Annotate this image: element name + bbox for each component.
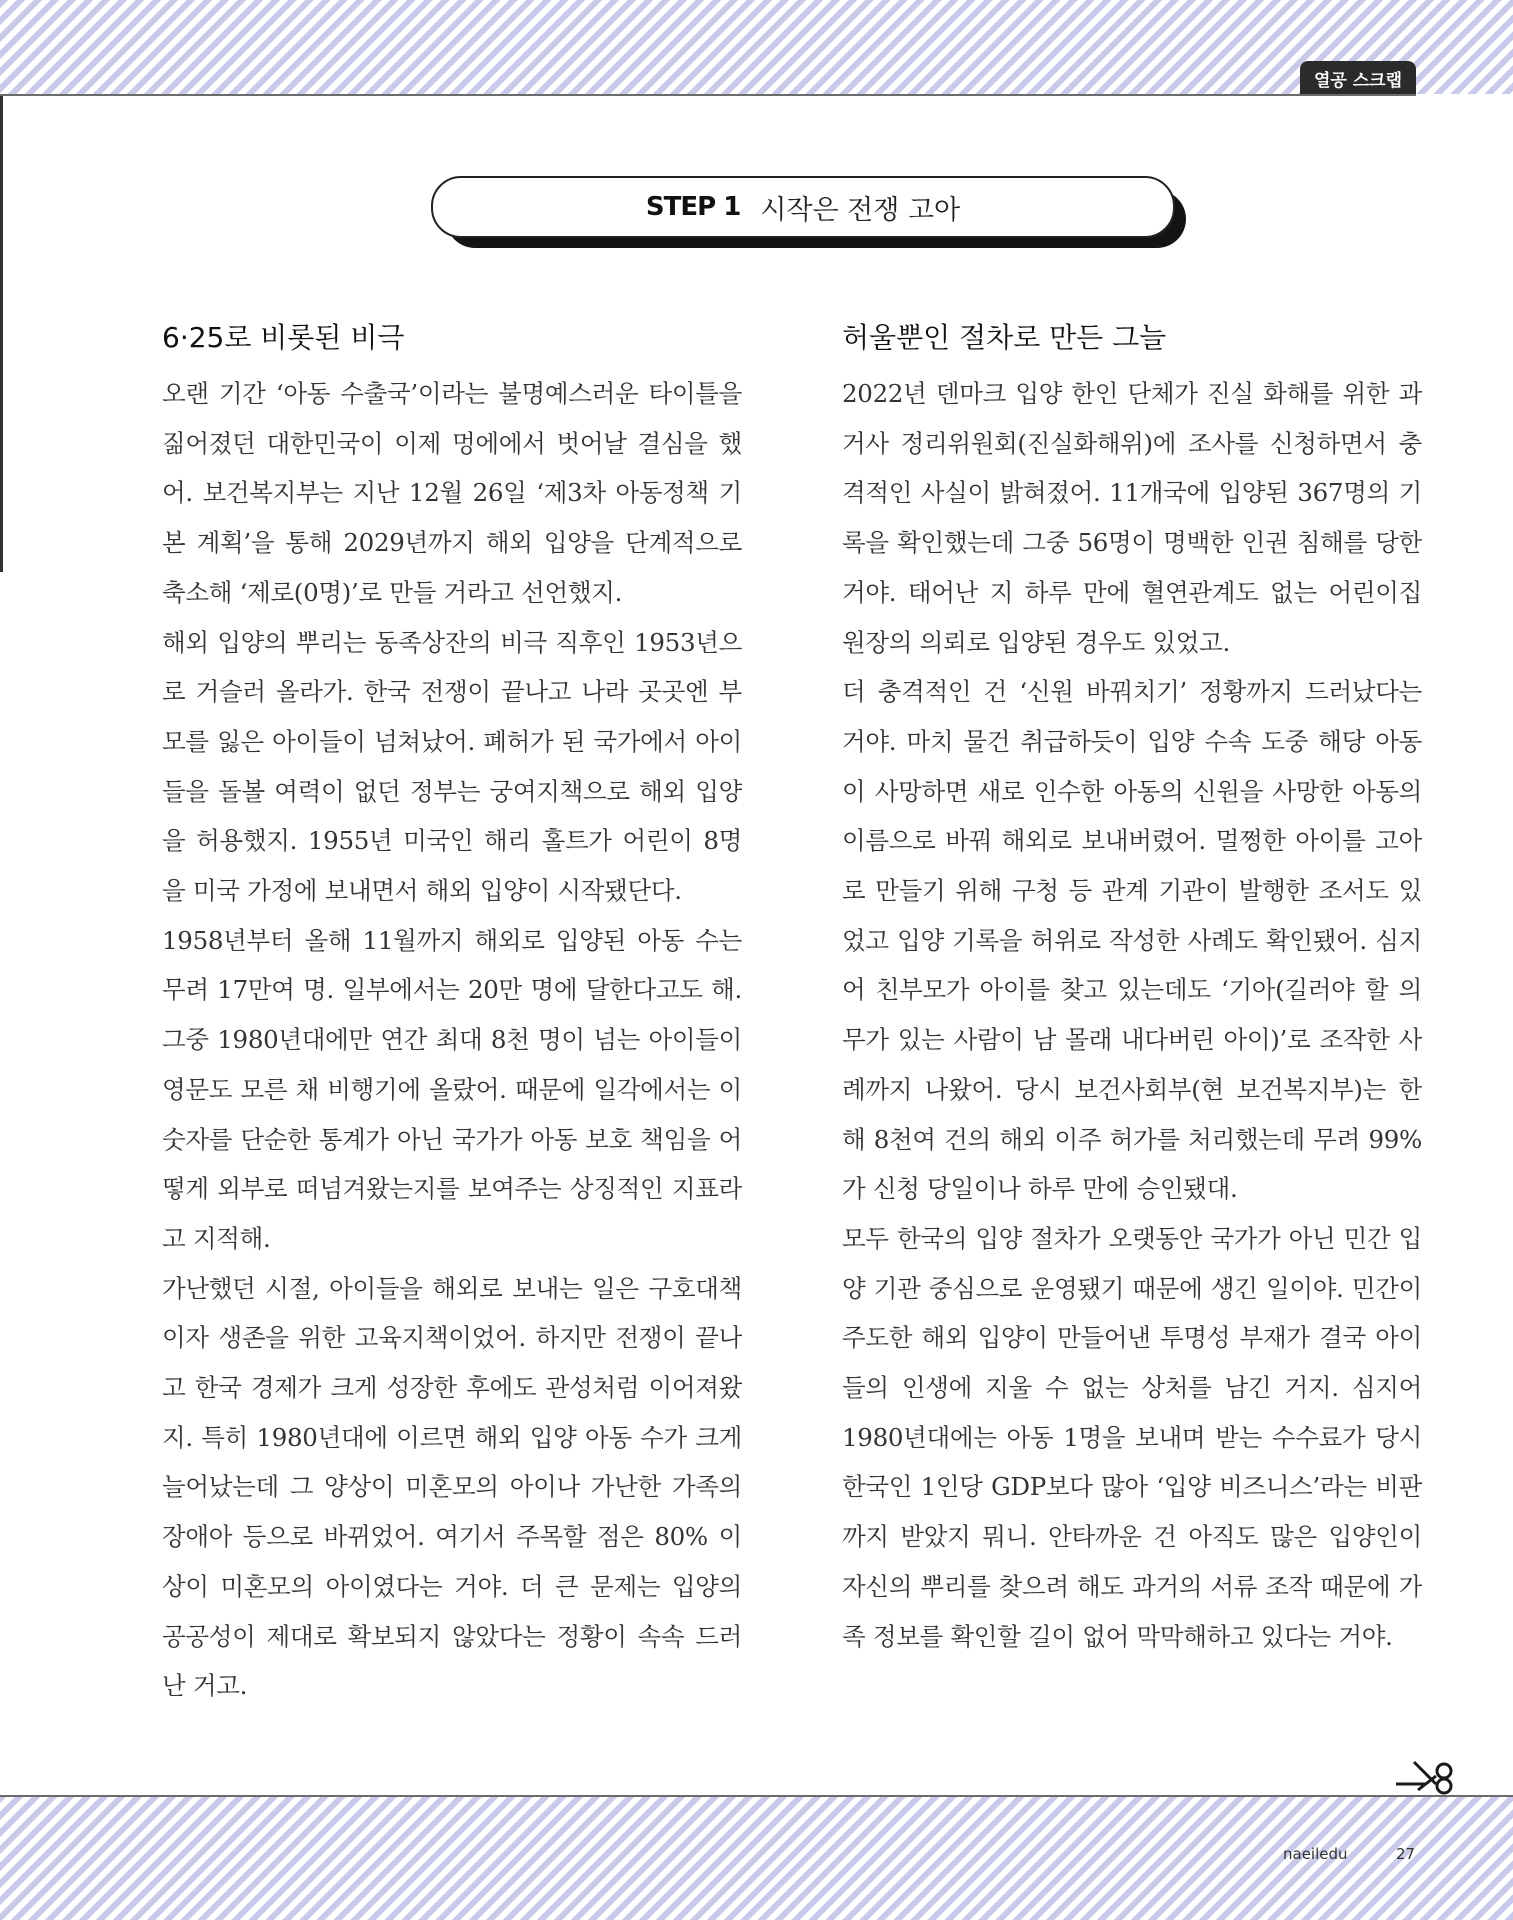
- section-tab: 열공 스크랩: [1300, 61, 1416, 96]
- right-paragraph: 2022년 덴마크 입양 한인 단체가 진실 화해를 위한 과거사 정리위원회(진실화해위)에 조사를 신청하면서 충격적인 사실이 밝혀졌어. 11개국에 입양된 367명의 기록을 확인했는데 그중 56명이 명백한 인권 침해를 당한 거야. 태어난 지 하루 만에 혈연관계도 없는 어린이집 원장의 의뢰로 입양된 경우도 있었고.: [842, 379, 1422, 657]
- step-banner: [431, 176, 1175, 238]
- right-paragraph: 더 충격적인 건 ‘신원 바꿔치기’ 정황까지 드러났다는 거야. 마치 물건 취급하듯이 입양 수속 도중 해당 아동이 사망하면 새로 인수한 아동의 신원을 사망한 아동의 이름으로 바꿔 해외로 보내버렸어. 멀쩡한 아이를 고아로 만들기 위해 구청 등 관계 기관이 발행한 조서도 있었고 입양 기록을 허위로 작성한 사례도 확인됐어. 심지어 친부모가 아이를 찾고 있는데도 ‘기아(길러야 할 의무가 있는 사람이 남 몰래 내다버린 아이)’로 조작한 사례까지 나왔어. 당시 보건사회부(현 보건복지부)는 한 해 8천여 건의 해외 이주 허가를 처리했는데 무려 99%가 신청 당일이나 하루 만에 승인됐대.: [842, 677, 1422, 1204]
- left-paragraph: 해외 입양의 뿌리는 동족상잔의 비극 직후인 1953년으로 거슬러 올라가. 한국 전쟁이 끝나고 나라 곳곳엔 부모를 잃은 아이들이 넘쳐났어. 폐허가 된 국가에서 아이들을 돌볼 여력이 없던 정부는 궁여지책으로 해외 입양을 허용했지. 1955년 미국인 해리 홀트가 어린이 8명을 미국 가정에 보내면서 해외 입양이 시작됐단다.: [162, 627, 742, 906]
- footer-brand: naeiledu: [1283, 1845, 1348, 1863]
- left-column: [162, 314, 742, 1711]
- left-paragraph: 오랜 기간 ‘아동 수출국’이라는 불명예스러운 타이틀을 짊어졌던 대한민국이 이제 멍에에서 벗어날 결심을 했어. 보건복지부는 지난 12월 26일 ‘제3차 아동정책 기본 계획’을 통해 2029년까지 해외 입양을 단계적으로 축소해 ‘제로(0명)’로 만들 거라고 선언했지.: [162, 379, 742, 607]
- left-heading: 6·25로 비롯된 비극: [162, 321, 405, 354]
- step-label: STEP 1: [645, 192, 741, 222]
- right-paragraph: 모두 한국의 입양 절차가 오랫동안 국가가 아닌 민간 입양 기관 중심으로 운영됐기 때문에 생긴 일이야. 민간이 주도한 해외 입양이 만들어낸 투명성 부재가 결국 아이들의 인생에 지울 수 없는 상처를 남긴 거지. 심지어 1980년대에는 아동 1명을 보내며 받는 수수료가 당시 한국인 1인당 GDP보다 많아 ‘입양 비즈니스’라는 비판까지 받았지 뭐니. 안타까운 건 아직도 많은 입양인이 자신의 뿌리를 찾으려 해도 과거의 서류 조작 때문에 가족 정보를 확인할 길이 없어 막막해하고 있다는 거야.: [842, 1223, 1422, 1651]
- step-title: 시작은 전쟁 고아: [760, 194, 961, 226]
- right-heading: 허울뿐인 절차로 만든 그늘: [842, 321, 1167, 354]
- left-paragraph: 1958년부터 올해 11월까지 해외로 입양된 아동 수는 무려 17만여 명. 일부에서는 20만 명에 달한다고도 해. 그중 1980년대에만 연간 최대 8천 명이 넘는 아이들이 영문도 모른 채 비행기에 올랐어. 때문에 일각에서는 이 숫자를 단순한 통계가 아닌 국가가 아동 보호 책임을 어떻게 외부로 떠넘겨왔는지를 보여주는 상징적인 지표라고 지적해.: [162, 925, 742, 1253]
- left-edge-mark: [0, 96, 3, 572]
- page-number: 27: [1396, 1845, 1416, 1863]
- left-paragraph: 가난했던 시절, 아이들을 해외로 보내는 일은 구호대책이자 생존을 위한 고육지책이었어. 하지만 전쟁이 끝나고 한국 경제가 크게 성장한 후에도 관성처럼 이어져왔지. 특히 1980년대에 이르면 해외 입양 아동 수가 크게 늘어났는데 그 양상이 미혼모의 아이나 가난한 가족의 장애아 등으로 바뀌었어. 여기서 주목할 점은 80% 이상이 미혼모의 아이였다는 거야. 더 큰 문제는 입양의 공공성이 제대로 확보되지 않았다는 정황이 속속 드러난 거고.: [162, 1273, 742, 1701]
- right-column: [842, 314, 1422, 1661]
- scissors-icon: [1396, 1756, 1458, 1796]
- top-stripe-band: [0, 0, 1513, 94]
